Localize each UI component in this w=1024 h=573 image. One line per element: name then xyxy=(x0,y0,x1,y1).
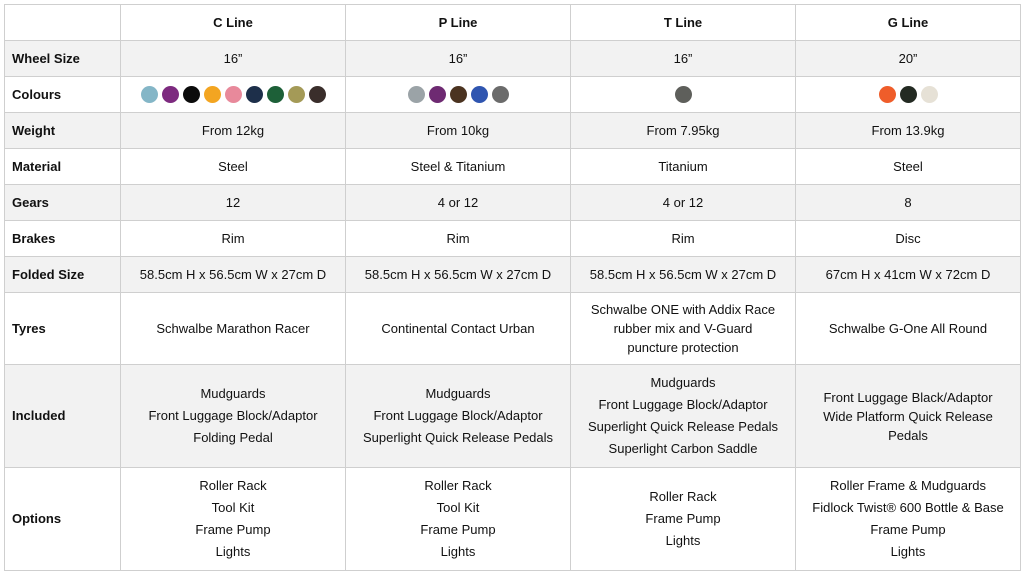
cell-line: Mudguards xyxy=(200,386,266,401)
table-row xyxy=(5,77,1021,113)
cell-line: puncture protection xyxy=(627,340,739,355)
table-cell: 16” xyxy=(121,41,346,77)
table-cell xyxy=(346,468,571,571)
colour-swatch xyxy=(246,86,263,103)
header-row xyxy=(5,5,1021,41)
row-label: Included xyxy=(5,365,121,468)
colour-swatch xyxy=(204,86,221,103)
colour-swatch xyxy=(141,86,158,103)
table-cell: Rim xyxy=(571,221,796,257)
table-cell: 4 or 12 xyxy=(571,185,796,221)
colour-swatch xyxy=(450,86,467,103)
cell-line: Front Luggage Black/Adaptor xyxy=(823,389,993,405)
cell-line: Schwalbe Marathon Racer xyxy=(156,321,310,336)
colour-swatch xyxy=(492,86,509,103)
table-cell: 58.5cm H x 56.5cm W x 27cm D xyxy=(571,257,796,293)
colour-swatch xyxy=(225,86,242,103)
table-cell: 12 xyxy=(121,185,346,221)
comparison-table-container xyxy=(4,4,1021,571)
cell-line: Tool Kit xyxy=(436,500,480,515)
table-row xyxy=(5,468,1021,571)
cell-line: Tool Kit xyxy=(211,500,255,515)
table-cell xyxy=(121,365,346,468)
table-cell xyxy=(796,468,1021,571)
cell-line: Front Luggage Block/Adaptor xyxy=(148,408,318,423)
cell-line: Mudguards xyxy=(425,386,491,401)
colour-swatch xyxy=(288,86,305,103)
table-cell xyxy=(121,293,346,365)
table-cell: 67cm H x 41cm W x 72cm D xyxy=(796,257,1021,293)
cell-line: Frame Pump xyxy=(870,522,946,537)
table-cell: 8 xyxy=(796,185,1021,221)
table-cell xyxy=(571,293,796,365)
column-header: G Line xyxy=(796,5,1021,41)
row-label: Weight xyxy=(5,113,121,149)
table-cell xyxy=(121,468,346,571)
cell-line: Frame Pump xyxy=(420,522,496,537)
colour-swatch xyxy=(900,86,917,103)
colour-swatches xyxy=(571,77,796,113)
row-label: Options xyxy=(5,468,121,571)
table-cell: Disc xyxy=(796,221,1021,257)
row-label: Tyres xyxy=(5,293,121,365)
cell-line: Roller Rack xyxy=(649,489,717,504)
table-cell xyxy=(571,468,796,571)
cell-line: Frame Pump xyxy=(195,522,271,537)
cell-line: Mudguards xyxy=(650,375,716,390)
comparison-table xyxy=(4,4,1021,571)
cell-line: Schwalbe G-One All Round xyxy=(828,321,988,336)
table-cell: 58.5cm H x 56.5cm W x 27cm D xyxy=(346,257,571,293)
colour-swatch xyxy=(267,86,284,103)
row-label: Wheel Size xyxy=(5,41,121,77)
table-cell: 16” xyxy=(571,41,796,77)
table-cell: From 10kg xyxy=(346,113,571,149)
cell-line: Roller Rack xyxy=(424,478,492,493)
table-row xyxy=(5,113,1021,149)
table-cell xyxy=(346,365,571,468)
colour-swatch xyxy=(408,86,425,103)
cell-line: rubber mix and V-Guard xyxy=(613,321,753,336)
table-cell: 4 or 12 xyxy=(346,185,571,221)
table-cell: From 12kg xyxy=(121,113,346,149)
cell-line: Lights xyxy=(440,544,476,559)
cell-line: Lights xyxy=(890,544,926,559)
colour-swatch xyxy=(309,86,326,103)
table-cell: 58.5cm H x 56.5cm W x 27cm D xyxy=(121,257,346,293)
cell-line: Frame Pump xyxy=(645,511,721,526)
table-row xyxy=(5,221,1021,257)
cell-line: Continental Contact Urban xyxy=(381,321,535,336)
cell-line: Superlight Quick Release Pedals xyxy=(362,430,554,445)
cell-line: Wide Platform Quick Release xyxy=(823,408,993,424)
cell-line: Lights xyxy=(665,533,701,548)
column-header: T Line xyxy=(571,5,796,41)
table-row xyxy=(5,185,1021,221)
cell-line: Fidlock Twist® 600 Bottle & Base xyxy=(812,500,1004,515)
table-row xyxy=(5,41,1021,77)
row-label: Folded Size xyxy=(5,257,121,293)
cell-line: Roller Rack xyxy=(199,478,267,493)
cell-line: Schwalbe ONE with Addix Race xyxy=(590,302,776,317)
cell-line: Front Luggage Block/Adaptor xyxy=(598,397,768,412)
cell-line: Front Luggage Block/Adaptor xyxy=(373,408,543,423)
table-cell: Rim xyxy=(346,221,571,257)
table-cell: From 13.9kg xyxy=(796,113,1021,149)
colour-swatch xyxy=(429,86,446,103)
cell-line: Folding Pedal xyxy=(193,430,273,445)
table-cell xyxy=(571,365,796,468)
table-cell xyxy=(796,293,1021,365)
colour-swatch xyxy=(183,86,200,103)
table-row xyxy=(5,365,1021,468)
table-cell: 20” xyxy=(796,41,1021,77)
table-row xyxy=(5,293,1021,365)
row-label: Brakes xyxy=(5,221,121,257)
colour-swatch xyxy=(921,86,938,103)
colour-swatch xyxy=(879,86,896,103)
row-label: Gears xyxy=(5,185,121,221)
table-cell xyxy=(796,365,1021,468)
column-header: C Line xyxy=(121,5,346,41)
row-label: Material xyxy=(5,149,121,185)
table-row xyxy=(5,149,1021,185)
cell-line: Superlight Carbon Saddle xyxy=(608,441,758,456)
table-row xyxy=(5,257,1021,293)
table-cell: Steel xyxy=(121,149,346,185)
cell-line: Pedals xyxy=(888,427,928,443)
table-cell: Rim xyxy=(121,221,346,257)
header-corner xyxy=(5,5,121,41)
colour-swatch xyxy=(162,86,179,103)
table-cell: Titanium xyxy=(571,149,796,185)
colour-swatches xyxy=(121,77,346,113)
table-cell: From 7.95kg xyxy=(571,113,796,149)
colour-swatches xyxy=(796,77,1021,113)
cell-line: Lights xyxy=(215,544,251,559)
colour-swatch xyxy=(675,86,692,103)
column-header: P Line xyxy=(346,5,571,41)
cell-line: Superlight Quick Release Pedals xyxy=(587,419,779,434)
table-cell: Steel xyxy=(796,149,1021,185)
cell-line: Roller Frame & Mudguards xyxy=(829,478,987,493)
row-label: Colours xyxy=(5,77,121,113)
table-cell: 16” xyxy=(346,41,571,77)
table-cell xyxy=(346,293,571,365)
table-cell: Steel & Titanium xyxy=(346,149,571,185)
colour-swatch xyxy=(471,86,488,103)
colour-swatches xyxy=(346,77,571,113)
